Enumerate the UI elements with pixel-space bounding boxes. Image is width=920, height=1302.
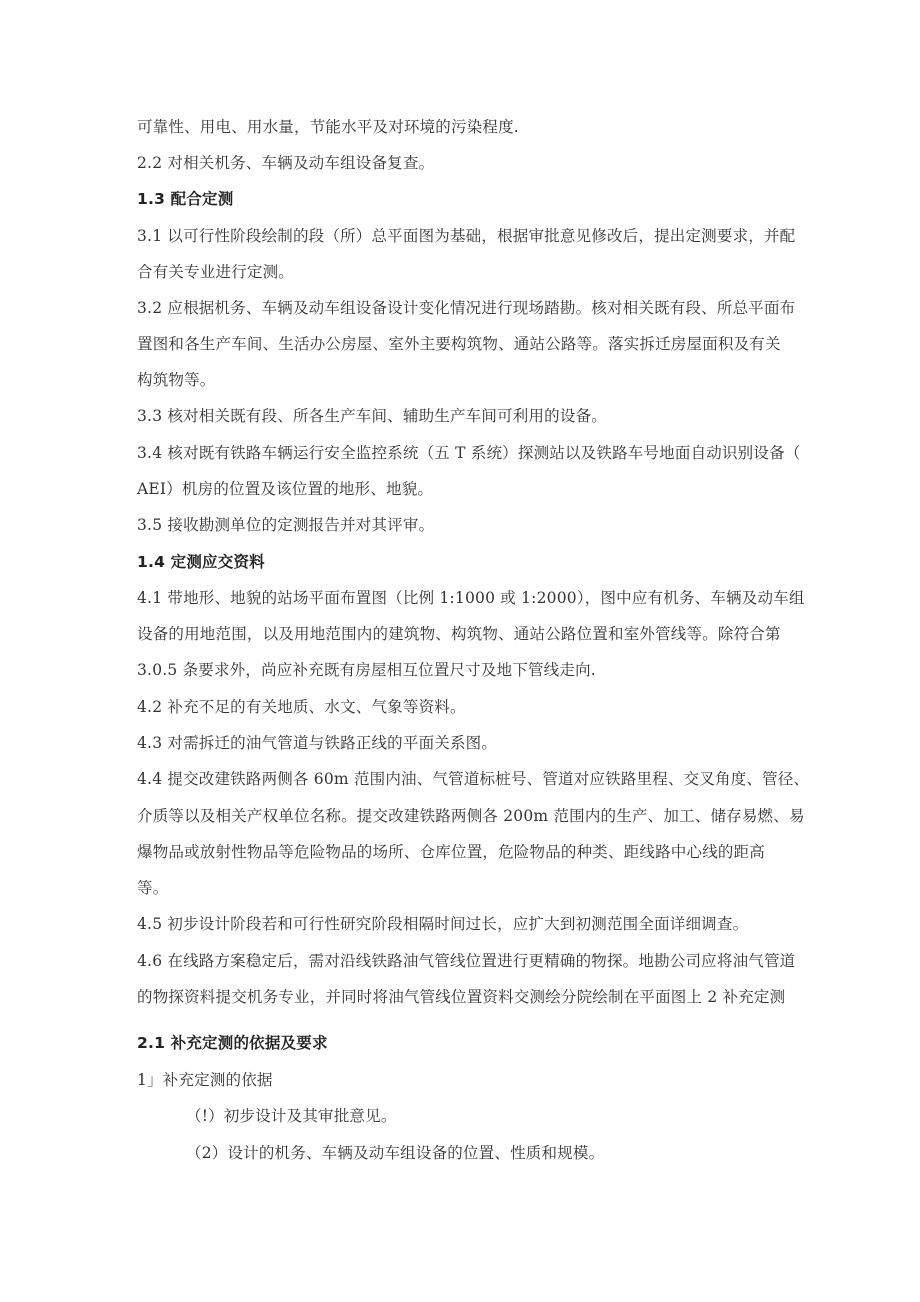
paragraph-line: 4.2 补充不足的有关地质、水文、气象等资料。 bbox=[137, 698, 466, 716]
paragraph-line: 等。 bbox=[137, 879, 169, 897]
paragraph-line: AEI）机房的位置及该位置的地形、地貌。 bbox=[137, 480, 434, 498]
paragraph-line: 构筑物等。 bbox=[137, 371, 216, 389]
paragraph-line: 3.5 接收勘测单位的定测报告并对其评审。 bbox=[137, 516, 435, 534]
paragraph-line: 合有关专业进行定测。 bbox=[137, 263, 295, 281]
paragraph-line: 的物探资料提交机务专业，并同时将油气管线位置资料交测绘分院绘制在平面图上 2 补充定测 bbox=[137, 988, 786, 1006]
paragraph-line: 4.4 提交改建铁路两侧各 60m 范围内油、气管道标桩号、管道对应铁路里程、交叉角度、管径、 bbox=[137, 770, 810, 788]
paragraph-line: 4.1 带地形、地貌的站场平面布置图（比例 1:1000 或 1:2000），图中应有机务、车辆及动车组 bbox=[137, 589, 805, 607]
section-heading-1-3: 1.3 配合定测 bbox=[137, 190, 234, 208]
paragraph-line: 3.3 核对相关既有段、所各生产车间、辅助生产车间可利用的设备。 bbox=[137, 407, 607, 425]
paragraph-line: 设备的用地范围，以及用地范围内的建筑物、构筑物、通站公路位置和室外管线等。除符合第 bbox=[137, 625, 781, 643]
paragraph-line: 3.4 核对既有铁路车辆运行安全监控系统（五 T 系统）探测站以及铁路车号地面自动识别设备（ bbox=[137, 444, 801, 462]
section-heading-1-4: 1.4 定测应交资料 bbox=[137, 553, 265, 571]
list-item: （2）设计的机务、车辆及动车组设备的位置、性质和规模。 bbox=[186, 1144, 605, 1162]
paragraph-line: 介质等以及相关产权单位名称。提交改建铁路两侧各 200m 范围内的生产、加工、储存易燃、易 bbox=[137, 807, 805, 825]
list-item: （!）初步设计及其审批意见。 bbox=[186, 1107, 397, 1125]
paragraph-line: 4.5 初步设计阶段若和可行性研究阶段相隔时间过长，应扩大到初测范围全面详细调查。 bbox=[137, 915, 749, 933]
section-heading-2-1: 2.1 补充定测的依据及要求 bbox=[137, 1034, 328, 1052]
paragraph-line: 3.0.5 条要求外，尚应补充既有房屋相互位置尺寸及地下管线走向. bbox=[137, 661, 596, 679]
paragraph-line: 4.6 在线路方案稳定后，需对沿线铁路油气管线位置进行更精确的物探。地勘公司应将油气管道 bbox=[137, 952, 796, 970]
paragraph-line: 2.2 对相关机务、车辆及动车组设备复查。 bbox=[137, 154, 435, 172]
paragraph-line: 爆物品或放射性物品等危险物品的场所、仓库位置，危险物品的种类、距线路中心线的距高 bbox=[137, 843, 766, 861]
paragraph-line: 可靠性、用电、用水量，节能水平及对环境的污染程度. bbox=[137, 118, 519, 136]
paragraph-line: 1」补充定测的依据 bbox=[137, 1071, 273, 1089]
paragraph-line: 3.2 应根据机务、车辆及动车组设备设计变化情况进行现场踏勘。核对相关既有段、所总平面布 bbox=[137, 299, 796, 317]
paragraph-line: 3.1 以可行性阶段绘制的段（所）总平面图为基础，根据审批意见修改后，提出定测要求，并配 bbox=[137, 227, 796, 245]
paragraph-line: 置图和各生产车间、生活办公房屋、室外主要构筑物、通站公路等。落实拆迁房屋面积及有关 bbox=[137, 335, 781, 353]
paragraph-line: 4.3 对需拆迁的油气管道与铁路正线的平面关系图。 bbox=[137, 734, 498, 752]
